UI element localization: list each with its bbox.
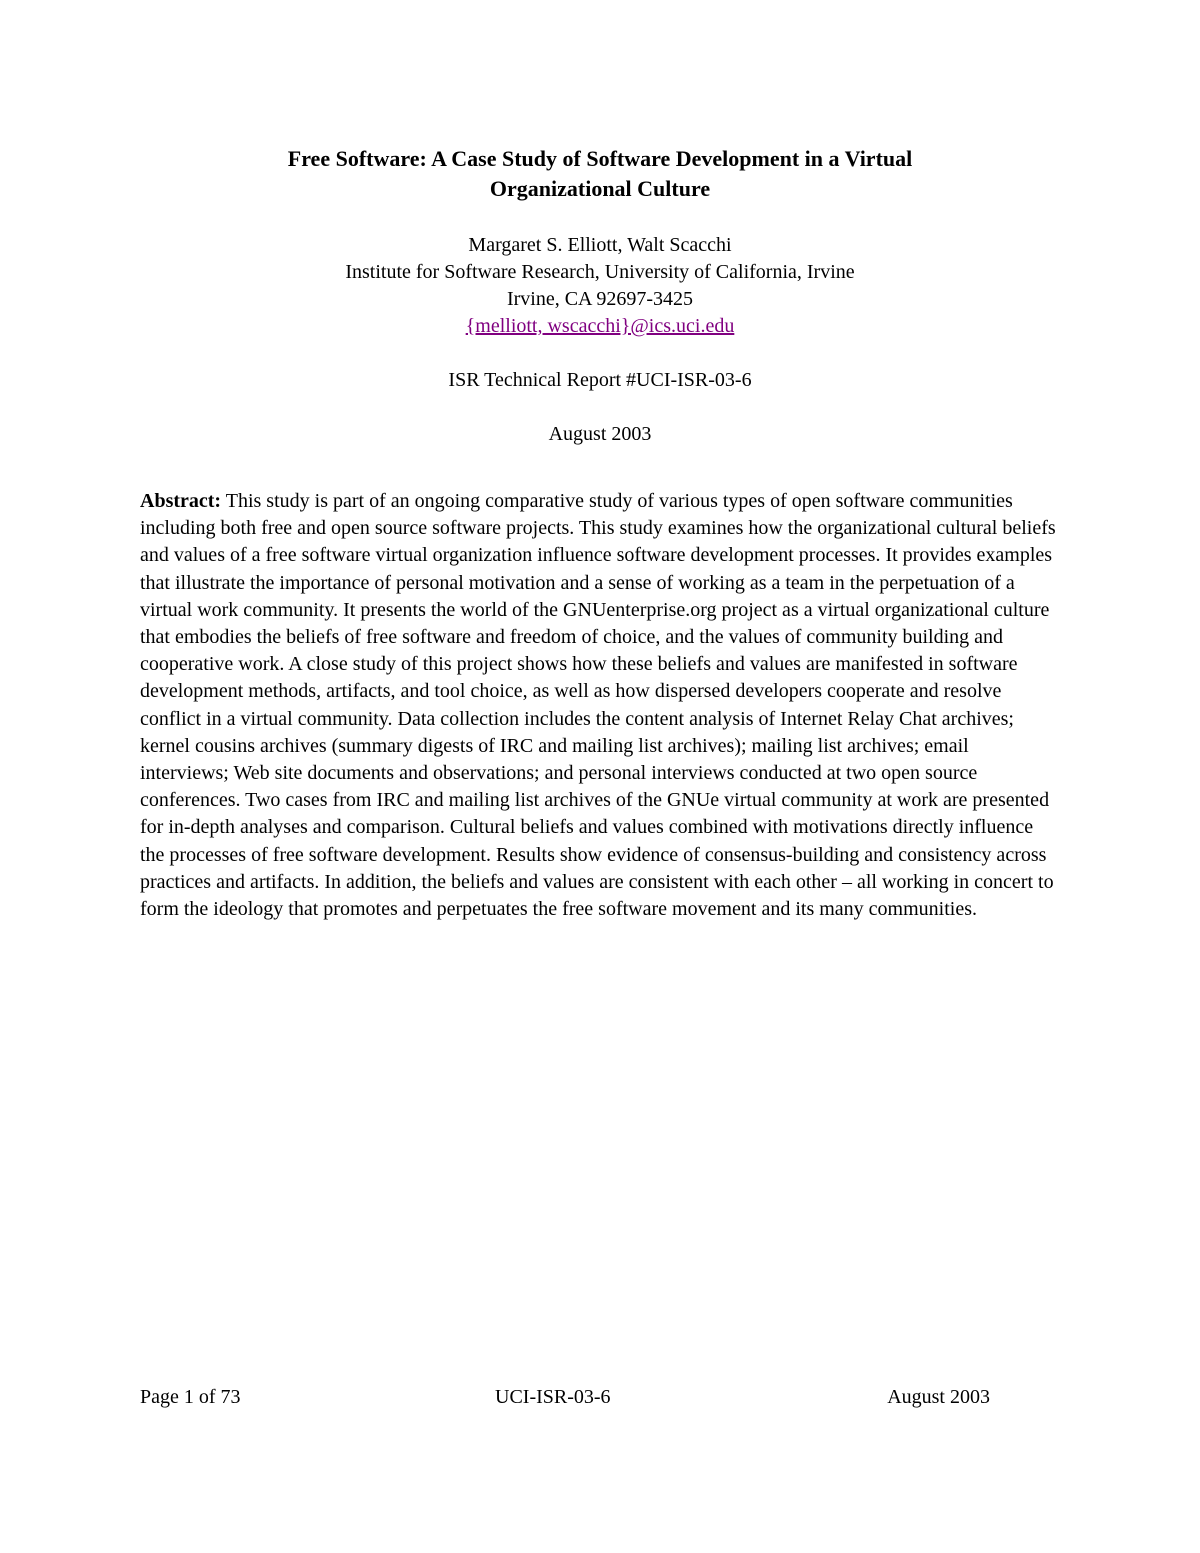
abstract-text: This study is part of an ongoing comparative study of various types of open software communities including both free and open source software projects. This study examines how the organizational cultural beliefs and values of a free software virtual organization influence software development processes. It provides examples that illustrate the importance of personal motivation and a sense of working as a team in the perpetuation of a virtual work community. It presents the world of the GNUenterprise.org project as a virtual organizational culture that embodies the beliefs of free software and freedom of choice, and the values of community building and cooperative work. A close study of this project shows how these beliefs and values are manifested in software development methods, artifacts, and tool choice, as well as how dispersed developers cooperate and resolve conflict in a virtual community. Data collection includes the content analysis of Internet Relay Chat archives; kernel cousins archives (summary digests of IRC and mailing list archives); mailing list archives; email interviews; Web site documents and observations; and personal interviews conducted at two open source conferences. Two cases from IRC and mailing list archives of the GNUe virtual community at work are presented for in-depth analyses and comparison. Cultural beliefs and values combined with motivations directly influence the processes of free software development. Results show evidence of consensus-building and consistency across practices and artifacts. In addition, the beliefs and values are consistent with each other – all working in concert to form the ideology that promotes and perpetuates the free software movement and its many communities.	[140, 490, 1056, 921]
author-address: Irvine, CA 92697-3425	[506, 288, 694, 310]
author-affiliation: Institute for Software Research, University of California, Irvine	[345, 261, 855, 283]
report-date: August 2003	[548, 423, 652, 445]
paper-title-line-1: Free Software: A Case Study of Software Development in a Virtual	[287, 146, 913, 171]
footer-page-number: Page 1 of 73	[140, 1386, 241, 1408]
abstract	[140, 488, 1058, 923]
author-names: Margaret S. Elliott, Walt Scacchi	[468, 234, 732, 256]
paper-title-line-2: Organizational Culture	[489, 176, 711, 201]
paper-title	[140, 144, 1060, 204]
footer-report-id: UCI-ISR-03-6	[495, 1386, 611, 1408]
report-number: ISR Technical Report #UCI-ISR-03-6	[448, 369, 752, 391]
abstract-label: Abstract:	[140, 490, 222, 512]
footer-date: August 2003	[887, 1386, 990, 1408]
author-email-link[interactable]: {melliott, wscacchi}@ics.uci.edu	[465, 315, 735, 337]
author-block	[140, 232, 1060, 340]
